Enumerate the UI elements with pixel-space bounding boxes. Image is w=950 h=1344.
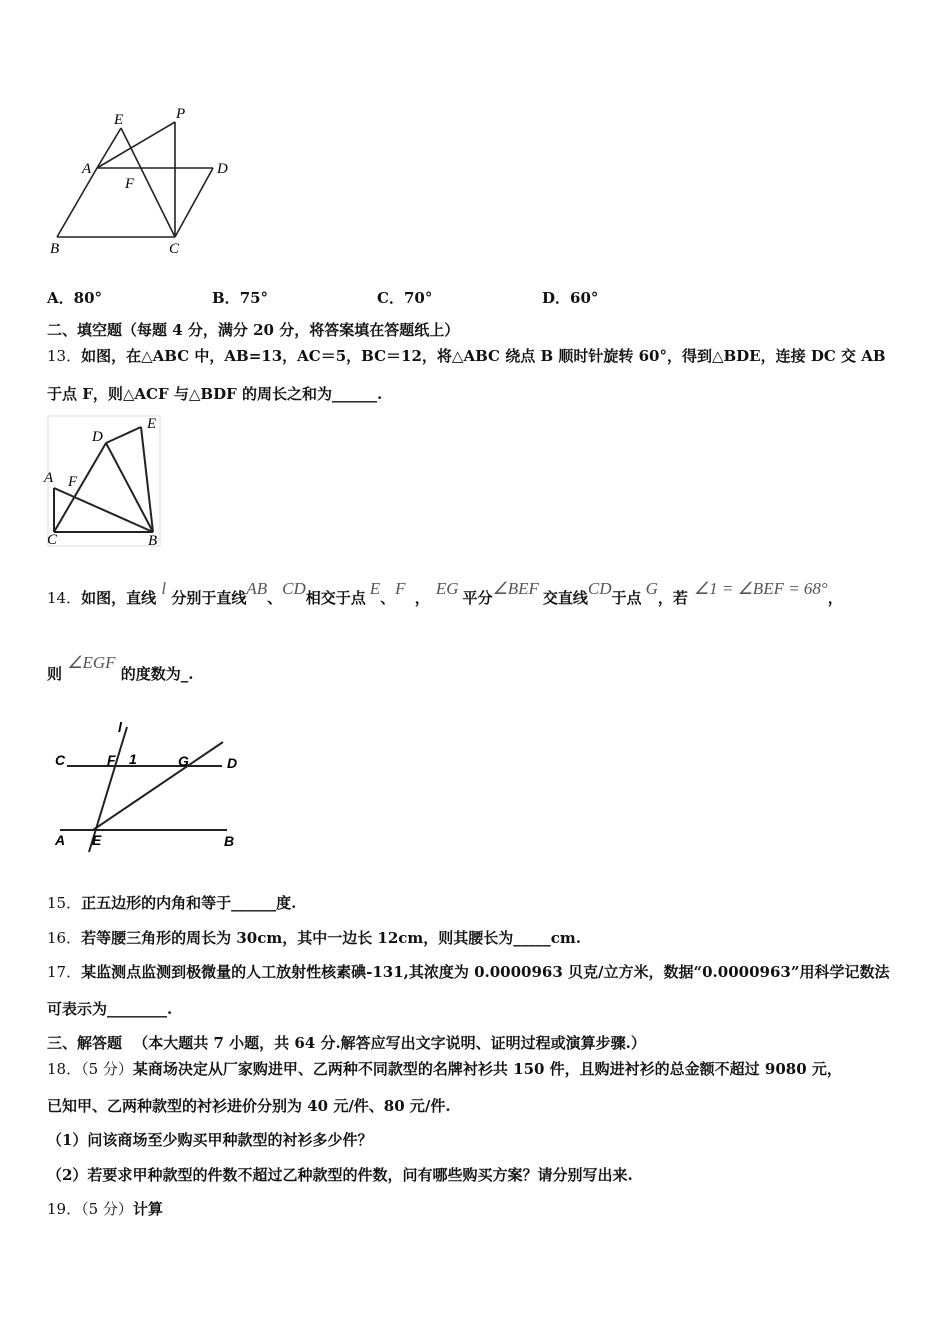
label-C: C — [169, 241, 180, 257]
label-F: F — [107, 752, 116, 768]
option-d: D．60° — [542, 289, 599, 307]
label-D: D — [92, 429, 103, 445]
label-C: C — [55, 752, 66, 768]
q13-line2: 于点 F，则△ACF 与△BDF 的周长之和为______. — [47, 385, 383, 403]
math-CD: CD — [282, 579, 306, 598]
q18-sub1: （1）问该商场至少购买甲种款型的衬衫多少件？ — [47, 1131, 373, 1149]
q17-line2: 可表示为________. — [47, 1000, 173, 1018]
option-b: B．75° — [212, 289, 269, 307]
section-2-title: 二、填空题（每题 4 分，满分 20 分，将答案填在答题纸上） — [47, 321, 460, 339]
q19: 19．（5 分）计算 — [47, 1200, 163, 1218]
math-F: F — [395, 579, 406, 598]
math-AB: AB — [246, 579, 268, 598]
math-G: G — [645, 579, 658, 598]
figure-q12 — [40, 100, 260, 265]
math-CD2: CD — [587, 579, 612, 598]
option-a: A．80° — [47, 289, 103, 307]
q16: 16．若等腰三角形的周长为 30cm，其中一边长 12cm，则其腰长为_____cm. — [47, 929, 582, 947]
label-l: l — [118, 719, 122, 735]
math-BEF: ∠BEF — [492, 579, 539, 598]
label-A: A — [82, 161, 92, 177]
label-B: B — [50, 241, 60, 257]
label-D: D — [217, 161, 228, 177]
label-A: A — [55, 832, 66, 848]
label-F: F — [68, 474, 78, 490]
label-F: F — [125, 176, 135, 192]
figure-q14 — [45, 712, 255, 857]
label-D: D — [227, 755, 238, 771]
label-P: P — [176, 106, 186, 122]
label-B: B — [148, 533, 158, 549]
math-condition: ∠1 = ∠BEF = 68° — [693, 579, 828, 598]
q14-line2: 则 ∠EGF 的度数为_. — [47, 653, 194, 683]
q18-line1: 18．（5 分）某商场决定从厂家购进甲、乙两种不同款型的名牌衬衫共 150 件，且购进衬衫的总金额不超过 9080 元， — [47, 1060, 842, 1078]
label-E: E — [92, 832, 102, 848]
figure-q13 — [40, 410, 170, 552]
math-l: l — [161, 579, 167, 598]
label-C: C — [47, 532, 58, 548]
math-EGF: ∠EGF — [67, 653, 116, 672]
section-3-title: 三、解答题 （本大题共 7 小题，共 64 分.解答应写出文字说明、证明过程或演算步骤.） — [47, 1034, 646, 1052]
q17-line1: 17．某监测点监测到极微量的人工放射性核素碘-131,其浓度为 0.0000963 贝克/立方米，数据“0.0000963”用科学记数法 — [47, 963, 890, 981]
q18-sub2: （2）若要求甲种款型的件数不超过乙种款型的件数，问有哪些购买方案？请分别写出来. — [47, 1166, 633, 1184]
q13-line1: 13．如图，在△ABC 中，AB=13，AC＝5，BC＝12，将△ABC 绕点 B 顺时针旋转 60°，得到△BDE，连接 DC 交 AB — [47, 347, 886, 365]
q18-line2: 已知甲、乙两种款型的衬衫进价分别为 40 元/件、80 元/件. — [47, 1097, 451, 1115]
q14-line1: 14．如图，直线 l 分别于直线AB、CD相交于点 E、F ， EG 平分∠BEF 交直线CD于点 G，若 ∠1 = ∠BEF = 68°， — [47, 579, 843, 607]
label-A: A — [44, 470, 54, 486]
option-c: C．70° — [377, 289, 433, 307]
label-E: E — [114, 112, 124, 128]
label-B: B — [224, 833, 235, 849]
label-G: G — [178, 753, 189, 769]
label-E: E — [147, 416, 157, 432]
math-E: E — [369, 579, 381, 598]
label-1: 1 — [129, 751, 137, 767]
math-EG: EG — [435, 579, 459, 598]
q15: 15．正五边形的内角和等于______度. — [47, 894, 297, 912]
